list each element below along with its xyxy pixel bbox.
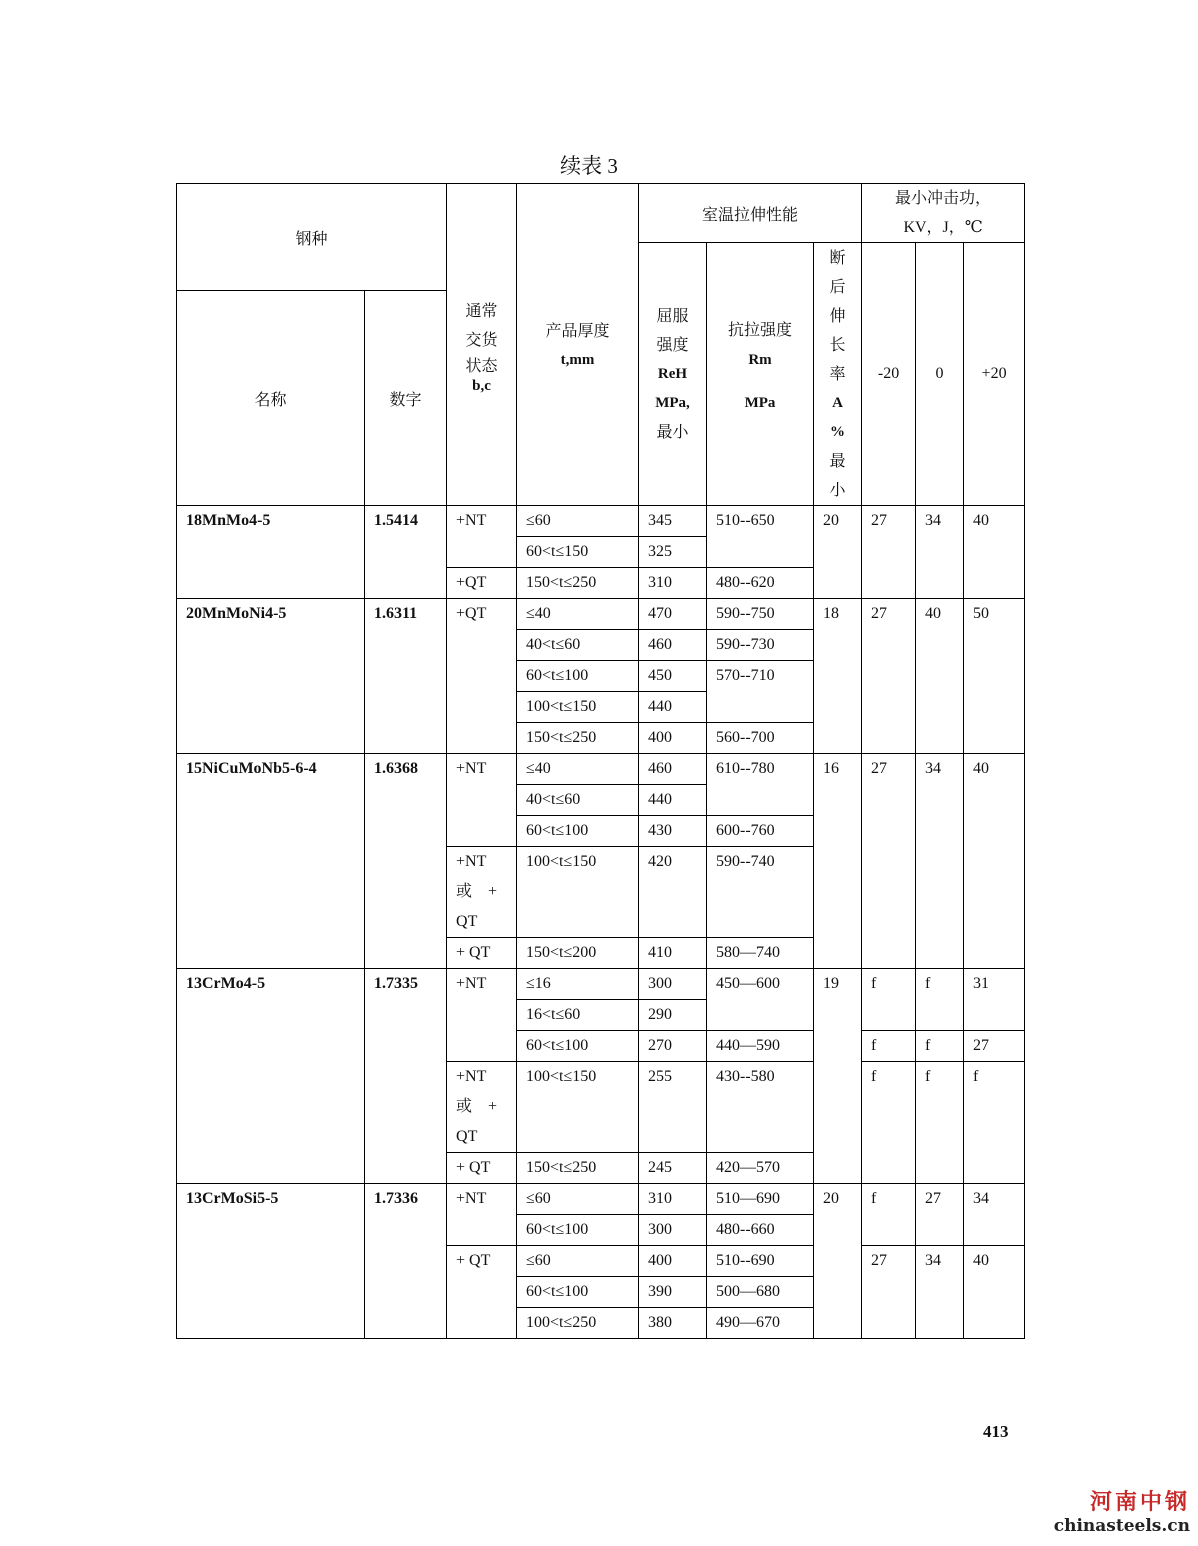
steel-number: 1.6311 <box>365 599 447 754</box>
yield-value: 400 <box>639 1246 707 1277</box>
table-row <box>177 754 1025 785</box>
impact-plus20: 40 <box>964 754 1025 969</box>
yield-value: 255 <box>639 1062 707 1153</box>
watermark-cn: 河南中钢 <box>1089 1490 1190 1515</box>
impact-plus20: 27 <box>964 1031 1025 1062</box>
yield-value: 300 <box>639 1215 707 1246</box>
header-number: 数字 <box>365 291 447 506</box>
yield-value: 310 <box>639 1184 707 1215</box>
thickness: 40<t≤60 <box>517 630 639 661</box>
delivery-state: +NT <box>447 1184 517 1246</box>
yield-value: 460 <box>639 630 707 661</box>
steel-name: 20MnMoNi4-5 <box>177 599 365 754</box>
steel-name: 18MnMo4-5 <box>177 506 365 599</box>
thickness: 60<t≤100 <box>517 816 639 847</box>
header-temp-plus20: +20 <box>964 243 1025 506</box>
impact-minus20: 27 <box>862 599 916 754</box>
impact-minus20: 27 <box>862 506 916 599</box>
tensile-value: 560--700 <box>707 723 814 754</box>
watermark-en: chinasteels.cn <box>1053 1516 1190 1536</box>
table-row <box>177 969 1025 1000</box>
impact-0: f <box>916 969 964 1031</box>
yield-value: 450 <box>639 661 707 692</box>
tensile-value: 510--650 <box>707 506 814 568</box>
tensile-value: 610--780 <box>707 754 814 816</box>
impact-minus20: f <box>862 1062 916 1184</box>
delivery-state: +NT <box>447 506 517 568</box>
yield-value: 440 <box>639 692 707 723</box>
tensile-value: 510--690 <box>707 1246 814 1277</box>
thickness: ≤40 <box>517 754 639 785</box>
yield-value: 325 <box>639 537 707 568</box>
tensile-value: 480--620 <box>707 568 814 599</box>
tensile-value: 570--710 <box>707 661 814 723</box>
impact-plus20: 50 <box>964 599 1025 754</box>
thickness: ≤60 <box>517 506 639 537</box>
thickness: 60<t≤150 <box>517 537 639 568</box>
thickness: ≤60 <box>517 1184 639 1215</box>
yield-value: 420 <box>639 847 707 938</box>
tensile-value: 580—740 <box>707 938 814 969</box>
tensile-value: 500—680 <box>707 1277 814 1308</box>
impact-0: 40 <box>916 599 964 754</box>
thickness: 150<t≤250 <box>517 1153 639 1184</box>
impact-0: 34 <box>916 1246 964 1339</box>
yield-value: 410 <box>639 938 707 969</box>
steel-name: 15NiCuMoNb5-6-4 <box>177 754 365 969</box>
thickness: 16<t≤60 <box>517 1000 639 1031</box>
delivery-state: +NT <box>447 754 517 847</box>
delivery-state: +NT <box>447 969 517 1062</box>
header-steel: 钢种 <box>177 184 447 291</box>
thickness: 60<t≤100 <box>517 1215 639 1246</box>
impact-plus20: f <box>964 1062 1025 1184</box>
yield-value: 290 <box>639 1000 707 1031</box>
thickness: ≤16 <box>517 969 639 1000</box>
thickness: ≤40 <box>517 599 639 630</box>
steel-number: 1.7336 <box>365 1184 447 1339</box>
tensile-value: 480--660 <box>707 1215 814 1246</box>
thickness: 100<t≤150 <box>517 1062 639 1153</box>
delivery-state: +QT <box>447 568 517 599</box>
header-impact-group: 最小冲击功， KV，J，℃ <box>862 184 1025 243</box>
header-delivery: 通常 交货 状态 b,c <box>447 184 517 506</box>
elongation-value: 19 <box>814 969 862 1184</box>
thickness: 60<t≤100 <box>517 1277 639 1308</box>
impact-plus20: 31 <box>964 969 1025 1031</box>
header-tensile-group: 室温拉伸性能 <box>639 184 862 243</box>
delivery-state: + QT <box>447 1153 517 1184</box>
impact-0: f <box>916 1031 964 1062</box>
tensile-value: 590--750 <box>707 599 814 630</box>
steel-name: 13CrMoSi5-5 <box>177 1184 365 1339</box>
delivery-state: + QT <box>447 1246 517 1339</box>
thickness: 150<t≤250 <box>517 723 639 754</box>
header-temp-minus20: -20 <box>862 243 916 506</box>
yield-value: 440 <box>639 785 707 816</box>
tensile-value: 600--760 <box>707 816 814 847</box>
yield-value: 245 <box>639 1153 707 1184</box>
table-row <box>177 506 1025 537</box>
thickness: 150<t≤250 <box>517 568 639 599</box>
delivery-state: +QT <box>447 599 517 754</box>
delivery-state: +NT 或 + QT <box>447 1062 517 1153</box>
header-yield: 屈服 强度 ReH MPa, 最小 <box>639 243 707 506</box>
table-row <box>177 1184 1025 1215</box>
yield-value: 470 <box>639 599 707 630</box>
impact-minus20: f <box>862 969 916 1031</box>
steel-number: 1.6368 <box>365 754 447 969</box>
delivery-state: +NT 或 + QT <box>447 847 517 938</box>
elongation-value: 20 <box>814 506 862 599</box>
impact-plus20: 34 <box>964 1184 1025 1246</box>
thickness: 100<t≤150 <box>517 847 639 938</box>
impact-0: f <box>916 1062 964 1184</box>
tensile-value: 490—670 <box>707 1308 814 1339</box>
steel-number: 1.5414 <box>365 506 447 599</box>
tensile-value: 590--740 <box>707 847 814 938</box>
yield-value: 390 <box>639 1277 707 1308</box>
header-rm: 抗拉强度 Rm MPa <box>707 243 814 506</box>
impact-minus20: 27 <box>862 1246 916 1339</box>
page-number: 413 <box>983 1422 1009 1441</box>
thickness: 60<t≤100 <box>517 1031 639 1062</box>
impact-minus20: 27 <box>862 754 916 969</box>
impact-0: 34 <box>916 754 964 969</box>
yield-value: 380 <box>639 1308 707 1339</box>
steel-name: 13CrMo4-5 <box>177 969 365 1184</box>
tensile-value: 430--580 <box>707 1062 814 1153</box>
thickness: ≤60 <box>517 1246 639 1277</box>
yield-value: 270 <box>639 1031 707 1062</box>
yield-value: 460 <box>639 754 707 785</box>
header-name: 名称 <box>177 291 365 506</box>
impact-minus20: f <box>862 1031 916 1062</box>
yield-value: 430 <box>639 816 707 847</box>
header-elongation: 断 后 伸 长 率 A % 最 小 <box>814 243 862 506</box>
thickness: 150<t≤200 <box>517 938 639 969</box>
watermark-logo <box>1054 1490 1190 1536</box>
table-caption: 续表 3 <box>560 154 618 178</box>
tensile-value: 450—600 <box>707 969 814 1031</box>
tensile-value: 420—570 <box>707 1153 814 1184</box>
thickness: 100<t≤150 <box>517 692 639 723</box>
steel-number: 1.7335 <box>365 969 447 1184</box>
yield-value: 345 <box>639 506 707 537</box>
yield-value: 400 <box>639 723 707 754</box>
elongation-value: 18 <box>814 599 862 754</box>
delivery-state: + QT <box>447 938 517 969</box>
yield-value: 310 <box>639 568 707 599</box>
tensile-value: 510—690 <box>707 1184 814 1215</box>
table-row <box>177 599 1025 630</box>
thickness: 60<t≤100 <box>517 661 639 692</box>
tensile-value: 440—590 <box>707 1031 814 1062</box>
impact-plus20: 40 <box>964 506 1025 599</box>
yield-value: 300 <box>639 969 707 1000</box>
thickness: 100<t≤250 <box>517 1308 639 1339</box>
impact-minus20: f <box>862 1184 916 1246</box>
elongation-value: 20 <box>814 1184 862 1339</box>
elongation-value: 16 <box>814 754 862 969</box>
impact-0: 34 <box>916 506 964 599</box>
steel-properties-table <box>176 183 1025 1339</box>
impact-0: 27 <box>916 1184 964 1246</box>
impact-plus20: 40 <box>964 1246 1025 1339</box>
header-thickness: 产品厚度 t,mm <box>517 184 639 506</box>
thickness: 40<t≤60 <box>517 785 639 816</box>
tensile-value: 590--730 <box>707 630 814 661</box>
header-temp-0: 0 <box>916 243 964 506</box>
